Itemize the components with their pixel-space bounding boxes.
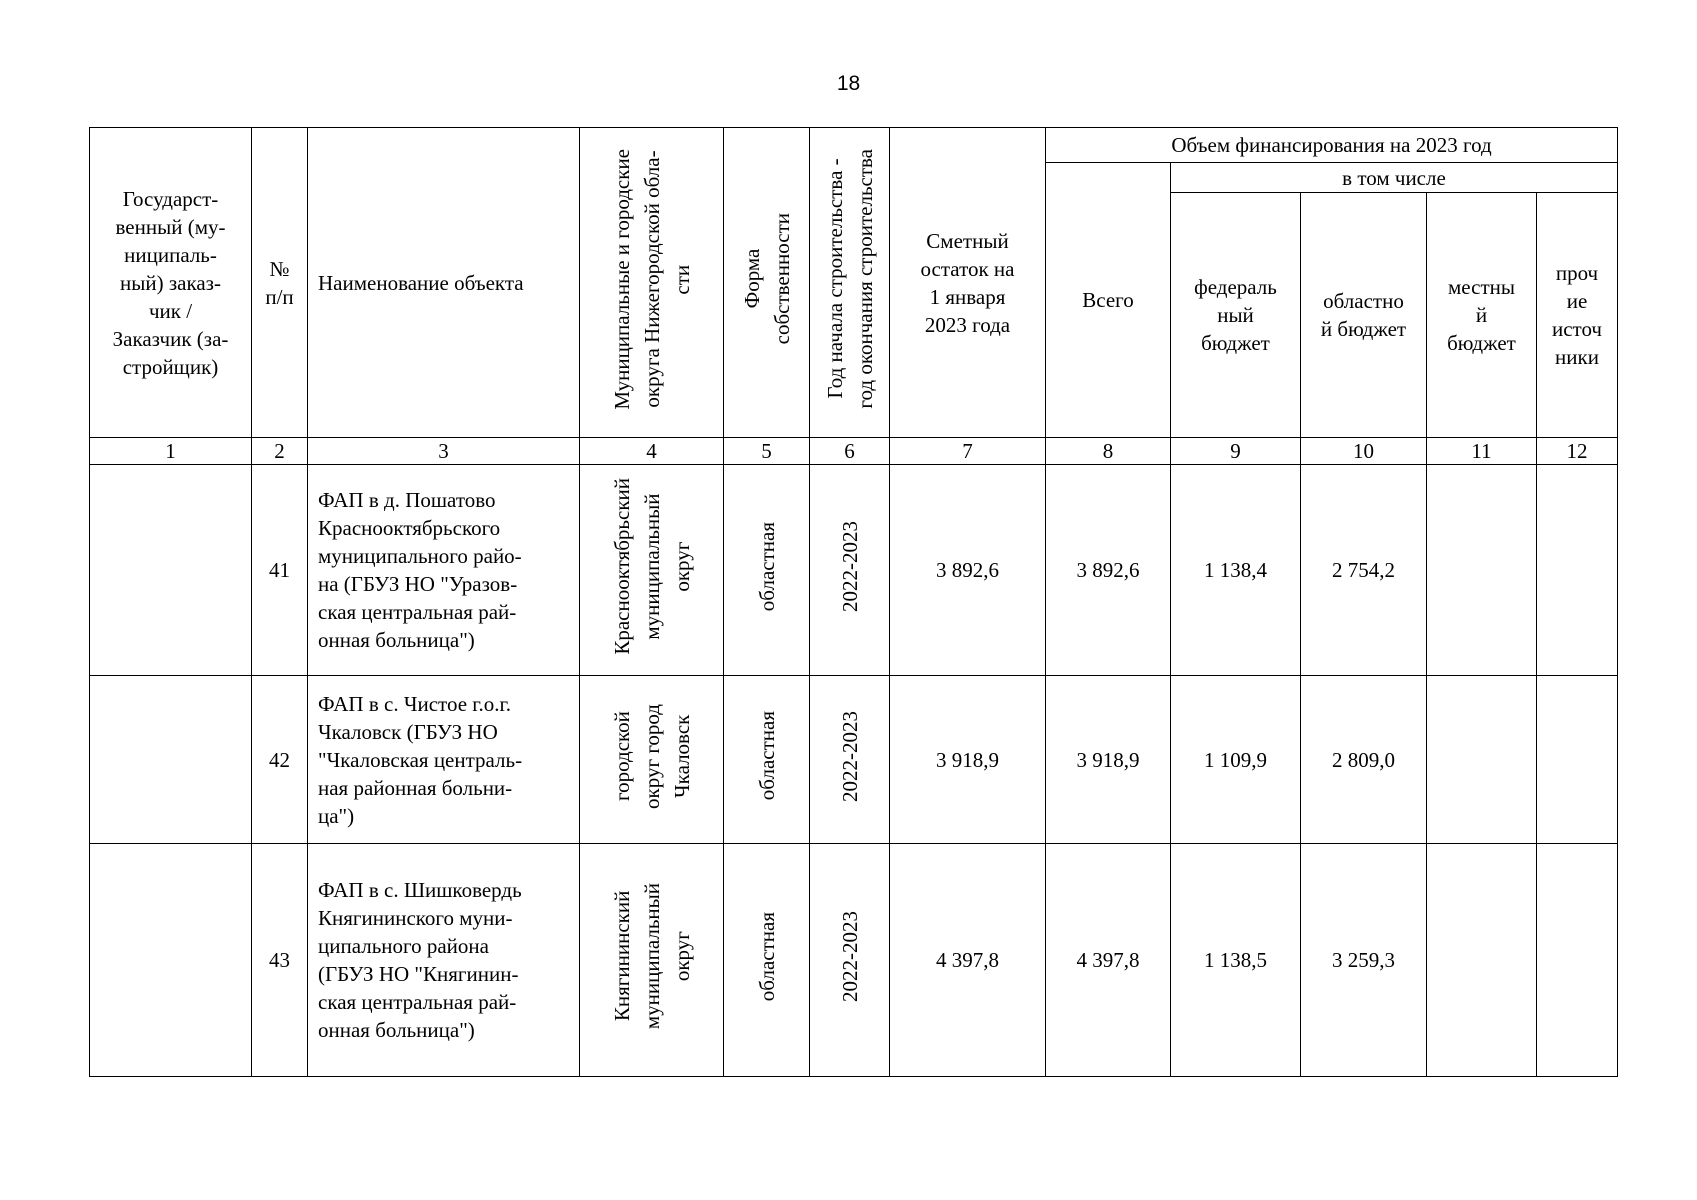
row-municipality: городской округ город Чкаловск [580, 676, 724, 844]
row-object-name: ФАП в с. Шишковердь Княгининского муни- ципального района (ГБУЗ НО "Княгинин- ская центральная рай- онная больница") [308, 844, 580, 1077]
header-years: Год начала строительства - год окончания строительства [810, 128, 890, 438]
row-years: 2022-2023 [810, 676, 890, 844]
column-number: 2 [252, 438, 308, 465]
header-total: Всего [1046, 163, 1171, 438]
column-number: 7 [890, 438, 1046, 465]
header-ownership: Форма собственности [724, 128, 810, 438]
column-number: 5 [724, 438, 810, 465]
row-federal: 1 109,9 [1171, 676, 1301, 844]
row-regional: 3 259,3 [1301, 844, 1427, 1077]
column-number: 11 [1427, 438, 1537, 465]
row-local [1427, 844, 1537, 1077]
header-regional: областно й бюджет [1301, 193, 1427, 438]
row-municipality: Краснооктябрьский муниципальный округ [580, 465, 724, 676]
table-row [90, 465, 1618, 676]
row-other [1537, 676, 1618, 844]
row-estimated-balance: 3 918,9 [890, 676, 1046, 844]
row-estimated-balance: 3 892,6 [890, 465, 1046, 676]
row-total: 3 892,6 [1046, 465, 1171, 676]
header-number: № п/п [252, 128, 308, 438]
row-ownership: областная [724, 676, 810, 844]
row-customer [90, 676, 252, 844]
column-number: 1 [90, 438, 252, 465]
row-ownership: областная [724, 465, 810, 676]
column-number: 3 [308, 438, 580, 465]
row-federal: 1 138,5 [1171, 844, 1301, 1077]
header-including: в том числе [1171, 163, 1618, 193]
row-number: 43 [252, 844, 308, 1077]
header-local: местны й бюджет [1427, 193, 1537, 438]
row-estimated-balance: 4 397,8 [890, 844, 1046, 1077]
row-customer [90, 844, 252, 1077]
header-object-name: Наименование объекта [308, 128, 580, 438]
column-number: 6 [810, 438, 890, 465]
row-local [1427, 465, 1537, 676]
header-municipality: Муниципальные и городские округа Нижегородской обла- сти [580, 128, 724, 438]
row-object-name: ФАП в д. Пошатово Краснооктябрьского муниципального райо- на (ГБУЗ НО "Уразов- ская центральная рай- онная больница") [308, 465, 580, 676]
row-municipality: Княгининский муниципальный округ [580, 844, 724, 1077]
column-numbers-row [90, 438, 1618, 465]
row-regional: 2 809,0 [1301, 676, 1427, 844]
header-row-1 [90, 128, 1618, 163]
row-years: 2022-2023 [810, 465, 890, 676]
header-funding-group: Объем финансирования на 2023 год [1046, 128, 1618, 163]
page-number: 18 [836, 72, 861, 95]
row-other [1537, 465, 1618, 676]
row-total: 4 397,8 [1046, 844, 1171, 1077]
header-federal: федераль ный бюджет [1171, 193, 1301, 438]
row-years: 2022-2023 [810, 844, 890, 1077]
row-ownership: областная [724, 844, 810, 1077]
column-number: 9 [1171, 438, 1301, 465]
header-estimated-balance: Сметный остаток на 1 января 2023 года [890, 128, 1046, 438]
row-local [1427, 676, 1537, 844]
row-total: 3 918,9 [1046, 676, 1171, 844]
row-number: 42 [252, 676, 308, 844]
column-number: 10 [1301, 438, 1427, 465]
header-customer: Государст- венный (му- ниципаль- ный) заказ- чик / Заказчик (за- стройщик) [90, 128, 252, 438]
header-other: проч ие источ ники [1537, 193, 1618, 438]
column-number: 8 [1046, 438, 1171, 465]
table-row [90, 844, 1618, 1077]
row-number: 41 [252, 465, 308, 676]
row-object-name: ФАП в с. Чистое г.о.г. Чкаловск (ГБУЗ НО "Чкаловская централь- ная районная больни- ца") [308, 676, 580, 844]
table-row [90, 676, 1618, 844]
row-regional: 2 754,2 [1301, 465, 1427, 676]
column-number: 4 [580, 438, 724, 465]
column-number: 12 [1537, 438, 1618, 465]
row-customer [90, 465, 252, 676]
financing-table [89, 127, 1618, 1077]
row-federal: 1 138,4 [1171, 465, 1301, 676]
row-other [1537, 844, 1618, 1077]
